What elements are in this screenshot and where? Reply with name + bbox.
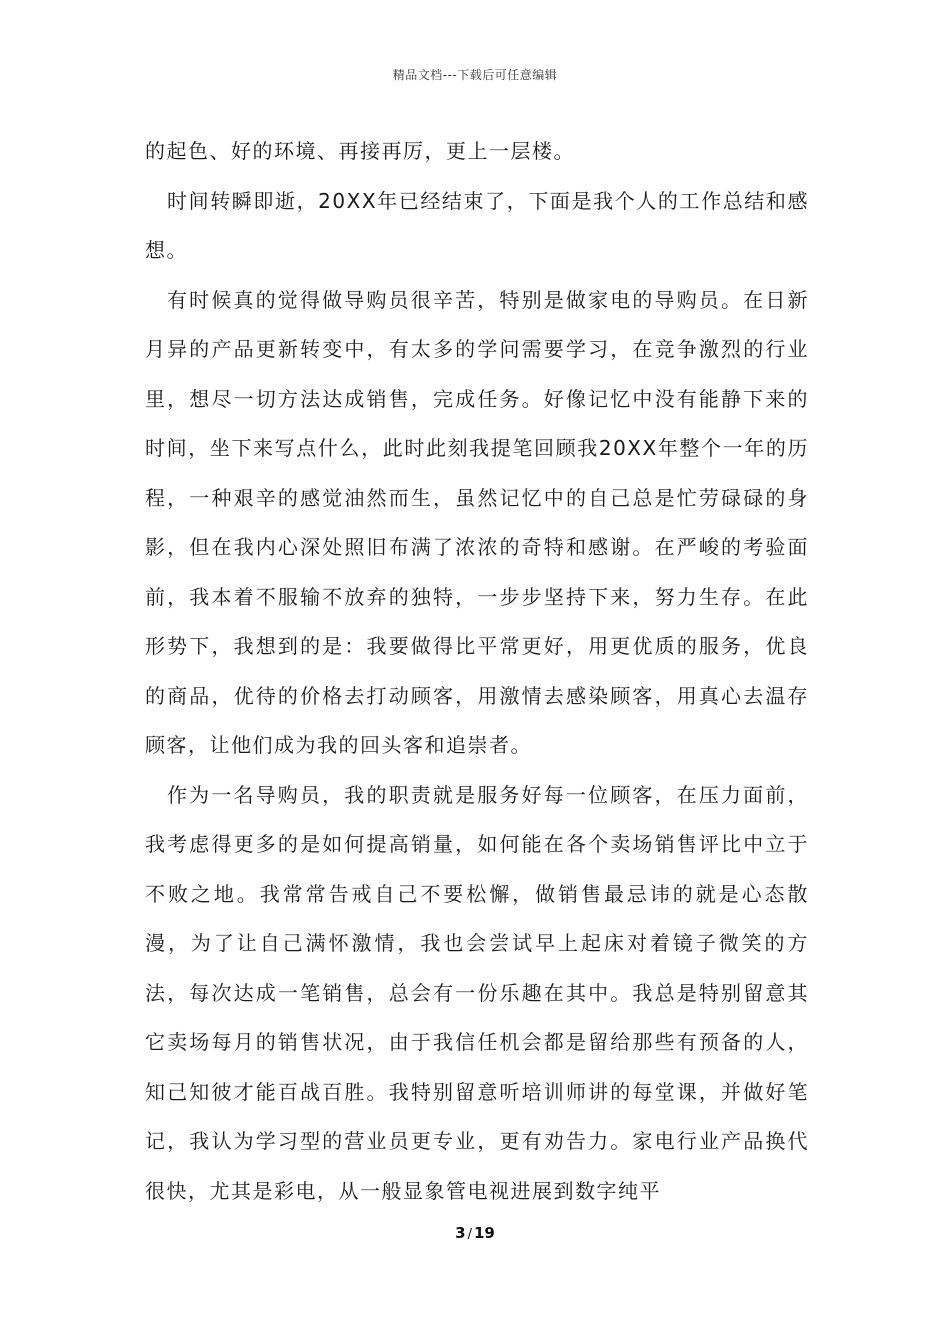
total-page-count: 19 <box>473 1224 495 1242</box>
paragraph-3: 有时候真的觉得做导购员很辛苦，特别是做家电的导购员。在日新月异的产品更新转变中，有太多的学问需要学习，在竞争激烈的行业里，想尽一切方法达成销售，完成任务。好像记忆中没有能静下来的时间，坐下来写点什么，此时此刻我提笔回顾我20XX年整个一年的历程，一种艰辛的感觉油然而生，虽然记忆中的自己总是忙劳碌碌的身影，但在我内心深处照旧布满了浓浓的奇特和感谢。在严峻的考验面前，我本着不服输不放弃的独特，一步步坚持下来，努力生存。在此形势下，我想到的是：我要做得比平常更好，用更优质的服务，优良的商品，优待的价格去打动顾客，用激情去感染顾客，用真心去温存顾客，让他们成为我的回头客和追崇者。 <box>145 287 809 757</box>
paragraph-4: 作为一名导购员，我的职责就是服务好每一位顾客，在压力面前，我考虑得更多的是如何提高销量，如何能在各个卖场销售评比中立于不败之地。我常常告戒自己不要松懈，做销售最忌讳的就是心态散漫，为了让自己满怀激情，我也会尝试早上起床对着镜子微笑的方法，每次达成一笔销售，总会有一份乐趣在其中。我总是特别留意其它卖场每月的销售状况，由于我信任机会都是留给那些有预备的人，知己知彼才能百战百胜。我特别留意听培训师讲的每堂课，并做好笔记，我认为学习型的营业员更专业，更有劝告力。家电行业产品换代很快，尤其是彩电，从一般显象管电视进展到数字纯平 <box>145 782 809 1203</box>
document-body <box>145 127 809 1216</box>
current-page-number: 3 <box>455 1224 466 1242</box>
paragraph-1: 的起色、好的环境、再接再厉，更上一层楼。 <box>145 139 575 163</box>
page-header: 精品文档---下载后可任意编辑 <box>392 68 558 82</box>
page-number <box>0 1224 950 1242</box>
paragraph-2: 时间转瞬即逝，20XX年已经结束了，下面是我个人的工作总结和感想。 <box>145 188 809 262</box>
page-separator: / <box>467 1227 472 1242</box>
